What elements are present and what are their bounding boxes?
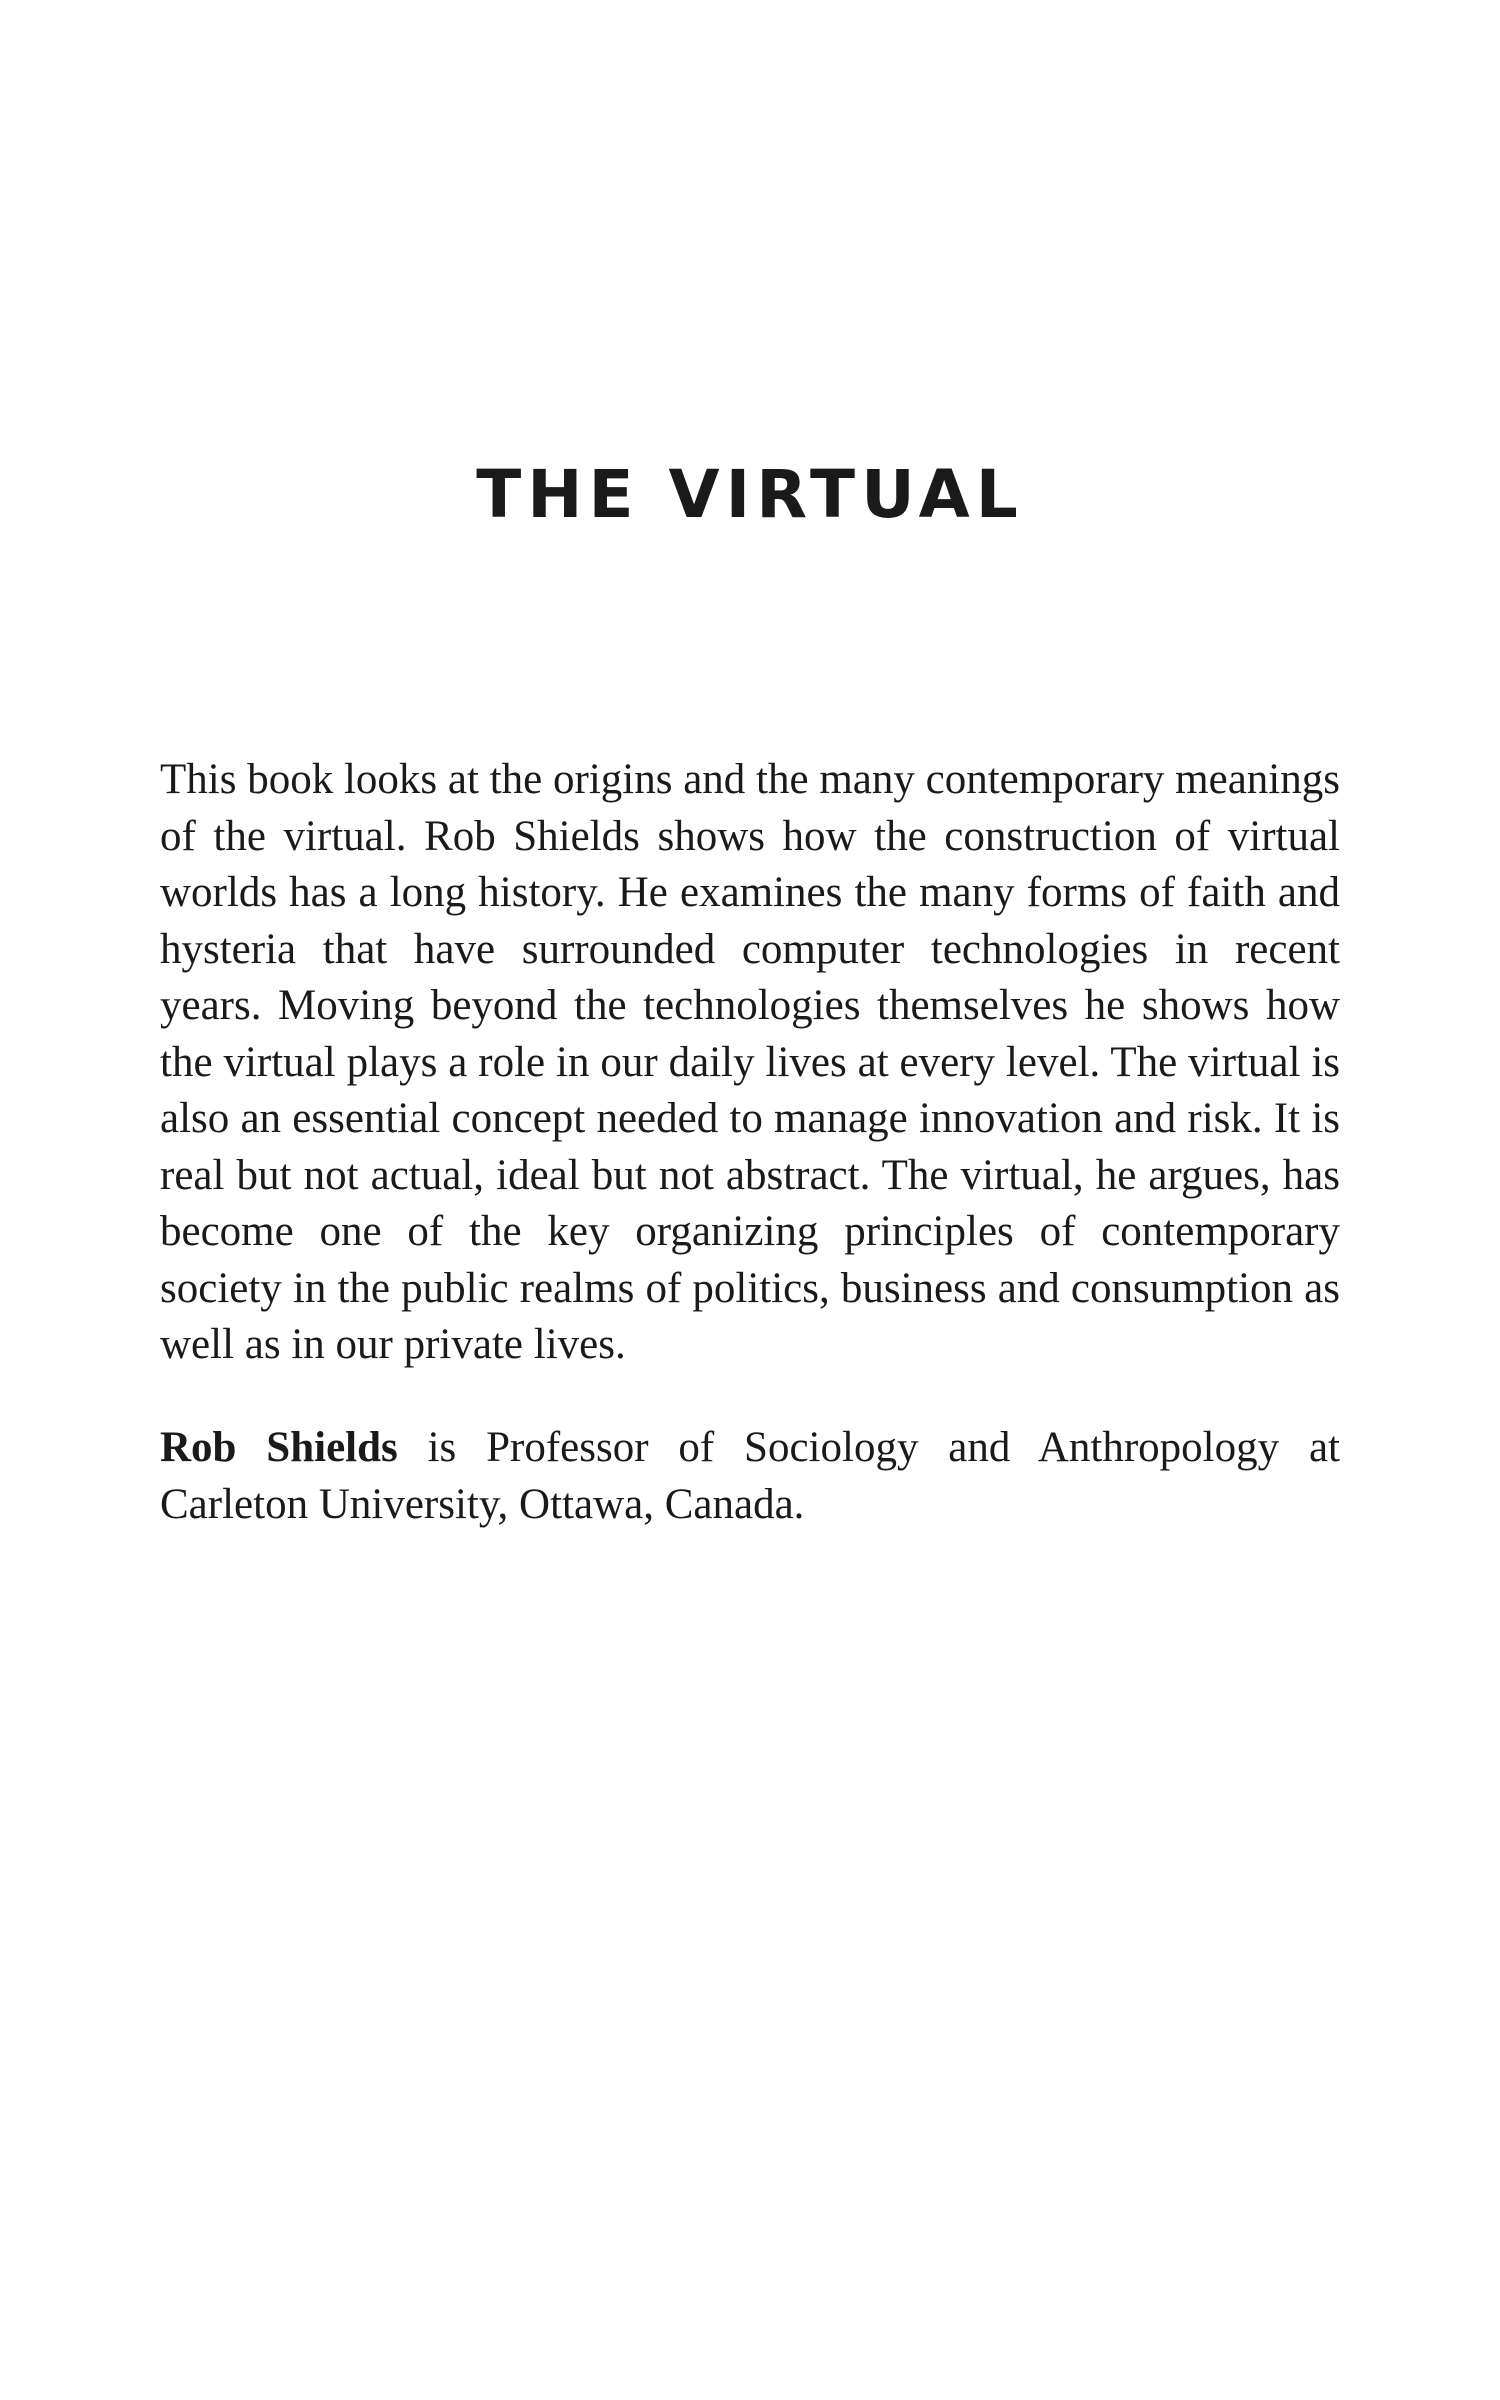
book-description: This book looks at the origins and the many contemporary meanings of the virtual. Rob Shields shows how the construction of virtual worlds has a long history. He examines the many forms of faith and hysteria that have surrounded computer technologies in recent years. Moving beyond the technologies themselves he shows how the virtual plays a role in our daily lives at every level. The virtual is also an essential concept needed to manage innovation and risk. It is real but not actual, ideal but not abstract. The virtual, he argues, has become one of the key organizing principles of contemporary society in the public realms of politics, business and consumption as well as in our private lives.	[160, 756, 1340, 1368]
author-bio	[160, 1420, 1340, 1533]
author-name: Rob Shields	[160, 1424, 398, 1471]
book-title: THE VIRTUAL	[476, 456, 1024, 533]
author-bio-text: is Professor of Sociology and Anthropology at Carleton University, Ottawa, Canada.	[160, 1424, 1340, 1528]
